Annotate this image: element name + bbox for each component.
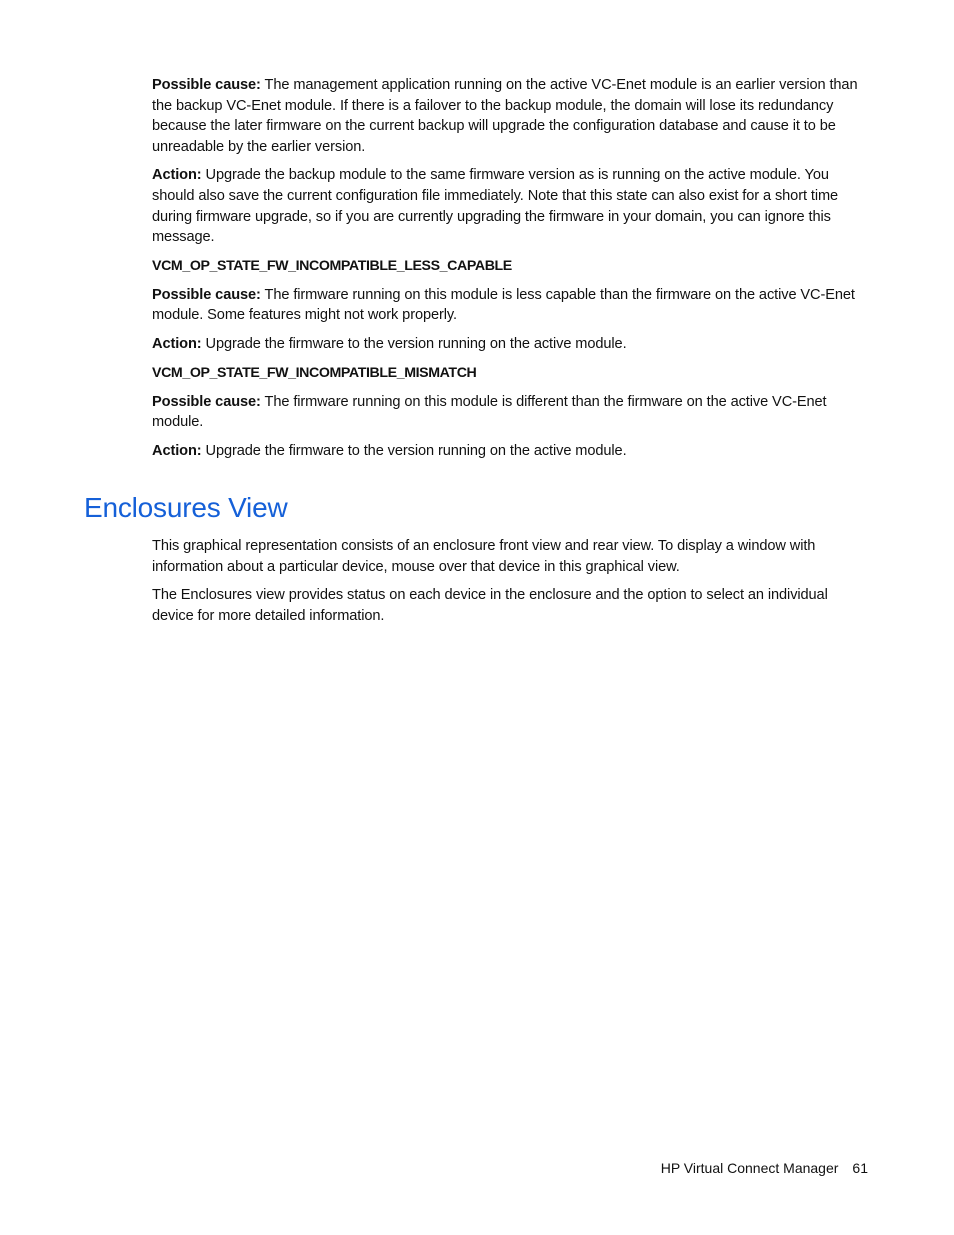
section-title: Enclosures View	[84, 492, 288, 523]
body-paragraph: The Enclosures view provides status on each device in the enclosure and the option to select an individual device for more detailed information.	[152, 587, 828, 624]
possible-cause-paragraph	[152, 285, 872, 326]
possible-cause-paragraph	[152, 75, 872, 157]
action-text: Upgrade the backup module to the same firmware version as is running on the active module. You should also save the current configuration file immediately. Note that this state can also exist for a short time during firmware upgrade, so if you are currently upgrading the firmware in your domain, you can ignore this message.	[152, 167, 839, 246]
action-text: Upgrade the firmware to the version running on the active module.	[201, 335, 627, 352]
possible-cause-label: Possible cause:	[152, 393, 261, 410]
body-paragraph: This graphical representation consists of an enclosure front view and rear view. To display a window with information about a particular device, mouse over that device in this graphical view.	[152, 538, 816, 575]
action-label: Action:	[152, 167, 202, 184]
action-label: Action:	[152, 335, 202, 352]
page-number: 61	[852, 1160, 868, 1176]
action-paragraph	[152, 441, 872, 462]
possible-cause-label: Possible cause:	[152, 286, 261, 303]
page-footer	[661, 1159, 868, 1177]
possible-cause-text: The management application running on the active VC-Enet module is an earlier version than the backup VC-Enet module. If there is a failover to the backup module, the domain will lose its redundancy because the later firmware on the current backup will upgrade the configuration database and cause it to be unreadable by the earlier version.	[152, 77, 858, 155]
error-states-content	[152, 75, 872, 469]
action-text: Upgrade the firmware to the version running on the active module.	[201, 442, 627, 459]
state-heading-less-capable: VCM_OP_STATE_FW_INCOMPATIBLE_LESS_CAPABLE	[152, 257, 512, 274]
state-heading-mismatch: VCM_OP_STATE_FW_INCOMPATIBLE_MISMATCH	[152, 364, 477, 381]
possible-cause-text: The firmware running on this module is less capable than the firmware on the active VC-Enet module. Some features might not work properly.	[152, 286, 855, 324]
footer-doc-title: HP Virtual Connect Manager	[660, 1160, 839, 1176]
possible-cause-label: Possible cause:	[152, 77, 261, 93]
possible-cause-paragraph	[152, 392, 872, 433]
possible-cause-text: The firmware running on this module is different than the firmware on the active VC-Enet module.	[152, 393, 827, 431]
action-paragraph	[152, 165, 872, 247]
enclosures-view-content	[152, 536, 872, 634]
action-paragraph	[152, 334, 872, 355]
action-label: Action:	[152, 442, 202, 459]
